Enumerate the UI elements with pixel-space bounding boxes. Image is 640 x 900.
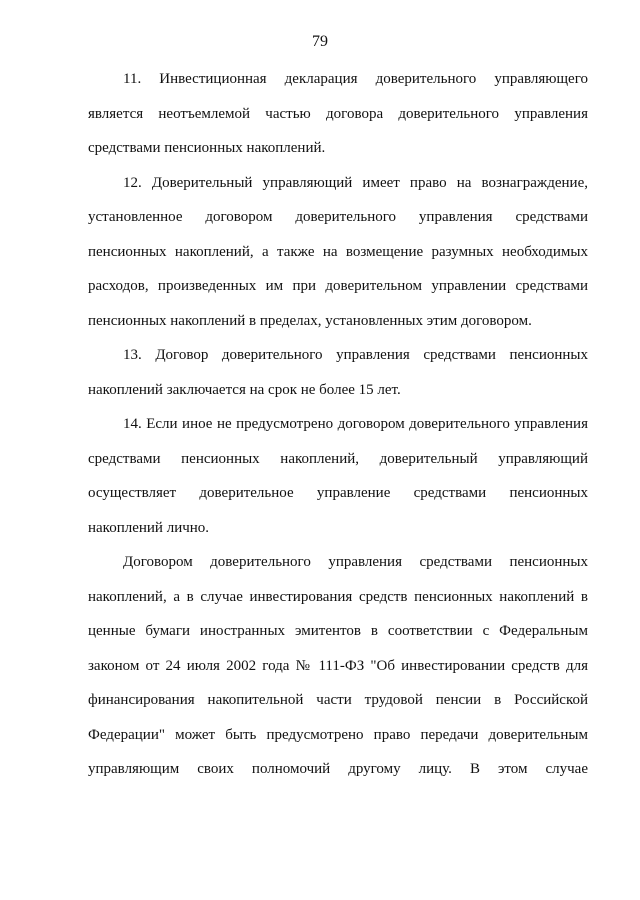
paragraph-11 xyxy=(88,62,588,166)
text-line: 12. Доверительный управляющий имеет право на вознаграждение, xyxy=(123,174,588,191)
text-line: накоплений, а в случае инвестирования средств пенсионных накоплений в xyxy=(88,588,588,605)
paragraph-14 xyxy=(88,407,588,545)
text-line: пенсионных накоплений, а также на возмещение разумных необходимых xyxy=(88,243,588,260)
document-body xyxy=(88,62,588,787)
paragraph-12 xyxy=(88,166,588,339)
text-line: законом от 24 июля 2002 года № 111-ФЗ "Об инвестировании средств для xyxy=(88,657,588,674)
text-line: расходов, произведенных им при доверительном управлении средствами xyxy=(88,278,588,294)
text-line: средствами пенсионных накоплений. xyxy=(88,140,326,156)
text-line: Федерации" может быть предусмотрено право передачи доверительным xyxy=(88,726,588,743)
text-line: 13. Договор доверительного управления средствами пенсионных xyxy=(123,347,588,363)
text-line: 11. Инвестиционная декларация доверительного управляющего xyxy=(123,71,588,87)
paragraph-13 xyxy=(88,338,588,407)
text-line: Договором доверительного управления средствами пенсионных xyxy=(123,554,588,570)
text-line: накоплений лично. xyxy=(88,519,210,536)
text-line: управляющим своих полномочий другому лицу. В этом случае xyxy=(88,761,588,777)
text-line: пенсионных накоплений в пределах, установленных этим договором. xyxy=(88,312,532,329)
text-line: финансирования накопительной части трудовой пенсии в Российской xyxy=(88,692,588,708)
page-number: 79 xyxy=(312,33,328,50)
text-line: накоплений заключается на срок не более 15 лет. xyxy=(88,381,401,398)
text-line: 14. Если иное не предусмотрено договором доверительного управления xyxy=(123,416,588,432)
text-line: осуществляет доверительное управление средствами пенсионных xyxy=(88,485,588,501)
text-line: установленное договором доверительного управления средствами xyxy=(88,209,588,225)
paragraph-delegation xyxy=(88,545,588,787)
text-line: является неотъемлемой частью договора доверительного управления xyxy=(88,105,588,122)
text-line: ценные бумаги иностранных эмитентов в соответствии с Федеральным xyxy=(88,623,588,639)
text-line: средствами пенсионных накоплений, доверительный управляющий xyxy=(88,450,588,467)
